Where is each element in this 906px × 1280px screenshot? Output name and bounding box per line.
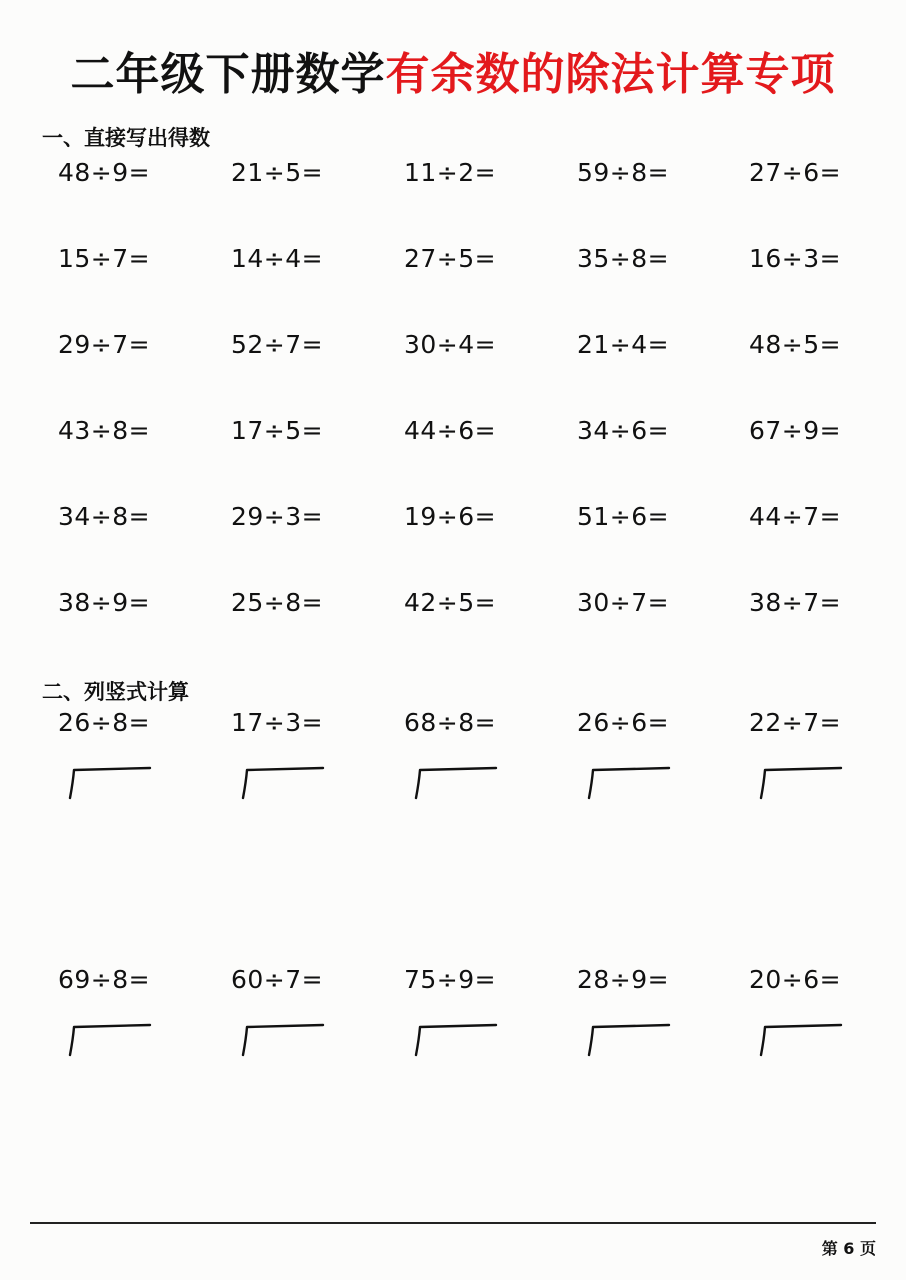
division-problem: 43÷8= <box>58 416 151 445</box>
division-problem: 48÷9= <box>58 158 151 187</box>
division-problem: 69÷8= <box>58 965 151 994</box>
footer-divider <box>30 1222 876 1224</box>
division-problem: 75÷9= <box>404 965 497 994</box>
section-2-heading: 二、列竖式计算 <box>42 680 189 704</box>
division-problem: 27÷6= <box>749 158 842 187</box>
title-black-part: 二年级下册数学 <box>70 49 386 100</box>
division-problem: 26÷8= <box>58 708 151 737</box>
division-problem: 16÷3= <box>749 244 842 273</box>
long-division-bracket <box>68 1023 152 1057</box>
division-problem: 19÷6= <box>404 502 497 531</box>
division-problem: 34÷8= <box>58 502 151 531</box>
division-problem: 38÷7= <box>749 588 842 617</box>
division-problem: 29÷7= <box>58 330 151 359</box>
title-red-part: 有余数的除法计算专项 <box>385 49 836 100</box>
division-problem: 60÷7= <box>231 965 324 994</box>
division-problem: 38÷9= <box>58 588 151 617</box>
division-problem: 52÷7= <box>231 330 324 359</box>
division-problem: 42÷5= <box>404 588 497 617</box>
division-problem: 26÷6= <box>577 708 670 737</box>
division-problem: 44÷6= <box>404 416 497 445</box>
division-problem: 28÷9= <box>577 965 670 994</box>
division-problem: 29÷3= <box>231 502 324 531</box>
long-division-bracket <box>587 1023 671 1057</box>
division-problem: 67÷9= <box>749 416 842 445</box>
long-division-bracket <box>414 766 498 800</box>
division-problem: 17÷3= <box>231 708 324 737</box>
division-problem: 25÷8= <box>231 588 324 617</box>
division-problem: 51÷6= <box>577 502 670 531</box>
section-1-heading: 一、直接写出得数 <box>42 126 210 150</box>
long-division-bracket <box>241 766 325 800</box>
division-problem: 30÷4= <box>404 330 497 359</box>
division-problem: 22÷7= <box>749 708 842 737</box>
page-title <box>0 38 906 102</box>
long-division-bracket <box>68 766 152 800</box>
long-division-bracket <box>241 1023 325 1057</box>
division-problem: 59÷8= <box>577 158 670 187</box>
long-division-bracket <box>587 766 671 800</box>
division-problem: 11÷2= <box>404 158 497 187</box>
division-problem: 21÷5= <box>231 158 324 187</box>
division-problem: 48÷5= <box>749 330 842 359</box>
division-problem: 30÷7= <box>577 588 670 617</box>
long-division-bracket <box>759 1023 843 1057</box>
division-problem: 68÷8= <box>404 708 497 737</box>
division-problem: 20÷6= <box>749 965 842 994</box>
division-problem: 35÷8= <box>577 244 670 273</box>
long-division-bracket <box>414 1023 498 1057</box>
division-problem: 34÷6= <box>577 416 670 445</box>
page-number: 第 6 页 <box>821 1239 876 1258</box>
division-problem: 21÷4= <box>577 330 670 359</box>
division-problem: 15÷7= <box>58 244 151 273</box>
long-division-bracket <box>759 766 843 800</box>
division-problem: 14÷4= <box>231 244 324 273</box>
division-problem: 17÷5= <box>231 416 324 445</box>
division-problem: 44÷7= <box>749 502 842 531</box>
division-problem: 27÷5= <box>404 244 497 273</box>
